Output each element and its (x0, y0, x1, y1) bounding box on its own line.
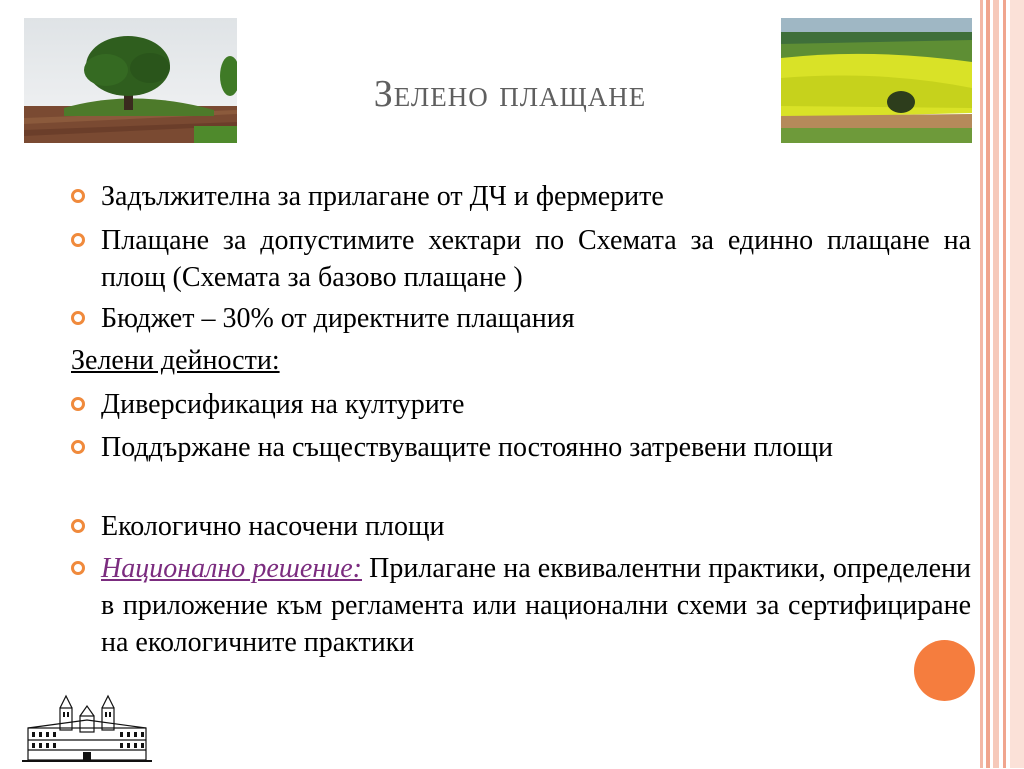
bullet-item (101, 508, 971, 545)
bullet-item (101, 386, 971, 423)
decor-stripe (986, 0, 990, 768)
accent-circle (914, 640, 975, 701)
field-photo (781, 18, 972, 143)
ring-bullet-icon (71, 440, 85, 454)
decor-stripe (993, 0, 999, 768)
ring-bullet-icon (71, 233, 85, 247)
bullet-text: Задължителна за прилагане от ДЧ и фермерите (101, 181, 664, 212)
bullet-item (101, 429, 971, 466)
decor-stripe (980, 0, 983, 768)
bullet-text: Диверсификация на културите (101, 389, 465, 420)
ring-bullet-icon (71, 519, 85, 533)
building-logo-icon (22, 694, 152, 764)
bullet-text: Прилагане на еквивалентни практики, определени в приложение към регламента или национални схеми за сертифициране на екологичните практики (101, 553, 971, 658)
decor-stripe (1003, 0, 1006, 768)
bullet-item (101, 300, 971, 337)
slide-title: Зелено плащане (373, 73, 647, 115)
ring-bullet-icon (71, 189, 85, 203)
ring-bullet-icon (71, 311, 85, 325)
decor-stripe (1010, 0, 1024, 768)
bullet-text: Екологично насочени площи (101, 511, 445, 542)
bullet-item (101, 178, 971, 215)
bullet-text: Бюджет – 30% от директните плащания (101, 303, 575, 334)
section-heading: Зелени дейности: (71, 345, 280, 376)
bullet-text: Плащане за допустимите хектари по Схемата за единно плащане на площ (Схемата за базово плащане ) (101, 225, 971, 293)
national-decision-link[interactable]: Национално решение: (101, 553, 362, 584)
bullet-text: Поддържане на съществуващите постоянно затревени площи (101, 432, 834, 463)
ring-bullet-icon (71, 561, 85, 575)
ring-bullet-icon (71, 397, 85, 411)
bullet-item (101, 550, 971, 661)
tree-photo (24, 18, 237, 143)
bullet-item (101, 222, 971, 296)
